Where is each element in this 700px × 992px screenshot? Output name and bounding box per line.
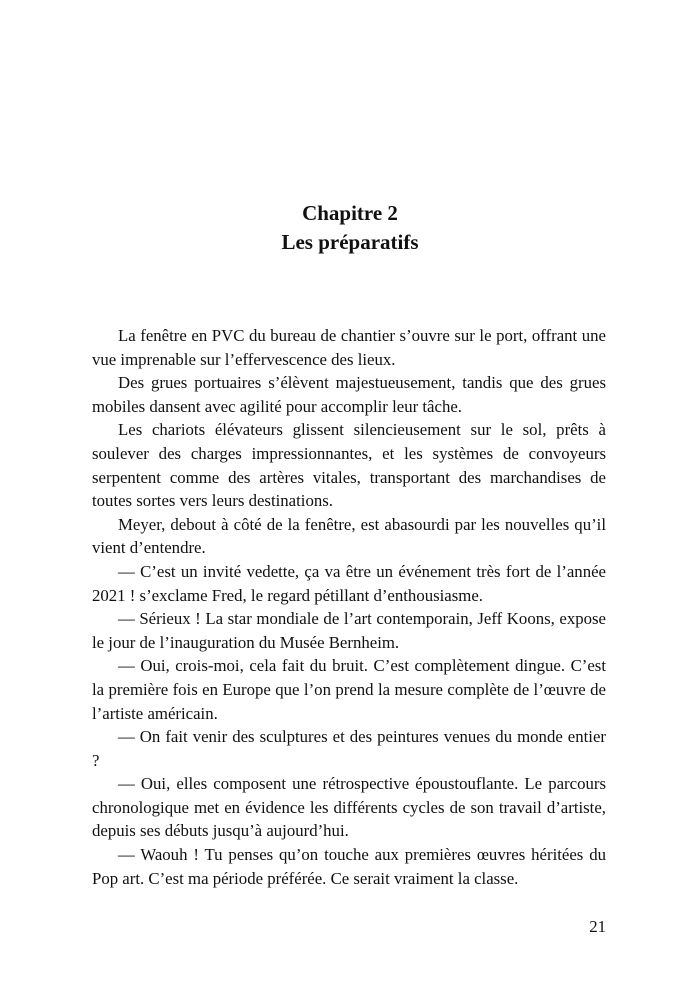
dialogue-line: — Waouh ! Tu penses qu’on touche aux premières œuvres héritées du Pop art. C’est ma période préférée. Ce serait vraiment la classe. [92, 845, 606, 888]
page-number: 21 [589, 917, 606, 936]
chapter-title: Les préparatifs [281, 230, 419, 254]
paragraph: Des grues portuaires s’élèvent majestueusement, tandis que des grues mobiles dansent avec agilité pour accomplir leur tâche. [92, 373, 606, 416]
paragraph: Les chariots élévateurs glissent silencieusement sur le sol, prêts à soulever des charges impressionnantes, et les systèmes de convoyeurs serpentent comme des artères vitales, transportant des marchandises de toutes sortes vers leurs destinations. [92, 420, 606, 511]
chapter-number: Chapitre 2 [302, 201, 398, 225]
dialogue-line: — Oui, crois-moi, cela fait du bruit. C’est complètement dingue. C’est la première fois en Europe que l’on prend la mesure complète de l’œuvre de l’artiste américain. [92, 656, 606, 723]
paragraph: La fenêtre en PVC du bureau de chantier s’ouvre sur le port, offrant une vue imprenable sur l’effervescence des lieux. [92, 326, 606, 369]
chapter-heading [0, 199, 700, 257]
chapter-body [92, 324, 606, 890]
paragraph: Meyer, debout à côté de la fenêtre, est abasourdi par les nouvelles qu’il vient d’entendre. [92, 514, 606, 558]
dialogue-line: — Oui, elles composent une rétrospective époustouflante. Le parcours chronologique met en évidence les différents cycles de son travail d’artiste, depuis ses débuts jusqu’à aujourd’hui. [92, 774, 606, 841]
dialogue-line: — C’est un invité vedette, ça va être un événement très fort de l’année 2021 ! s’exclame Fred, le regard pétillant d’enthousiasme. [92, 561, 606, 605]
dialogue-line: — On fait venir des sculptures et des peintures venues du monde entier ? [92, 727, 606, 770]
dialogue-line: — Sérieux ! La star mondiale de l’art contemporain, Jeff Koons, expose le jour de l’inauguration du Musée Bernheim. [92, 609, 606, 652]
